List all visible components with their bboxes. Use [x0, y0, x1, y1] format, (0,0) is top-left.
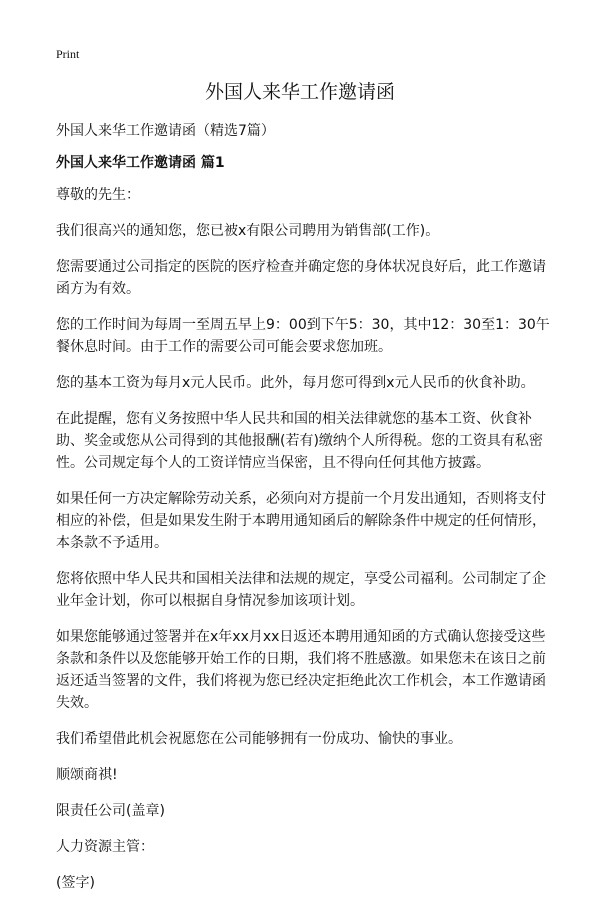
paragraph-benefits: 您将依照中华人民共和国相关法律和法规的规定，享受公司福利。公司制定了企业年金计划，你可以根据自身情况参加该项计划。: [56, 571, 546, 609]
document-body: [56, 120, 556, 908]
paragraph-working-hours: 您的工作时间为每周一至周五早上9：00到下午5：30，其中12：30至1：30午餐休息时间。由于工作的需要公司可能会要求您加班。: [56, 317, 550, 355]
paragraph-medical-check: 您需要通过公司指定的医院的医疗检查并确定您的身体状况良好后，此工作邀请函方为有效。: [56, 259, 546, 297]
paragraph-salary: 您的基本工资为每月x元人民币。此外，每月您可得到x元人民币的伙食补助。: [56, 375, 535, 391]
signature-line: (签字): [56, 875, 95, 891]
paragraph-employment: 我们很高兴的通知您，您已被x有限公司聘用为销售部(工作)。: [56, 223, 440, 239]
salutation: 尊敬的先生：: [56, 187, 140, 203]
page-title: 外国人来华工作邀请函: [204, 81, 395, 103]
company-seal-line: 限责任公司(盖章): [56, 803, 165, 819]
paragraph-termination: 如果任何一方决定解除劳动关系，必须向对方提前一个月发出通知，否则将支付相应的补偿，但是如果发生附于本聘用通知函后的解除条件中规定的任何情形，本条款不予适用。: [56, 491, 546, 551]
closing-greeting: 顺颂商祺!: [56, 767, 118, 783]
paragraph-wishes: 我们希望借此机会祝愿您在公司能够拥有一份成功、愉快的事业。: [56, 731, 462, 747]
hr-director-line: 人力资源主管：: [56, 839, 154, 855]
section-heading: 外国人来华工作邀请函 篇1: [56, 155, 225, 171]
paragraph-tax: 在此提醒，您有义务按照中华人民共和国的相关法律就您的基本工资、伙食补助、奖金或您从公司得到的其他报酬(若有)缴纳个人所得税。您的工资具有私密性。公司规定每个人的工资详情应当保密，且不得向任何其他方披露。: [56, 411, 543, 471]
document-subtitle: 外国人来华工作邀请函（精选7篇）: [56, 123, 275, 139]
print-label: Print: [56, 47, 80, 61]
paragraph-confirmation: 如果您能够通过签署并在x年xx月xx日返还本聘用通知函的方式确认您接受这些条款和条件以及您能够开始工作的日期，我们将不胜感激。如果您未在该日之前返还适当签署的文件，我们将视为您已经决定拒绝此次工作机会，本工作邀请函失效。: [56, 629, 546, 711]
